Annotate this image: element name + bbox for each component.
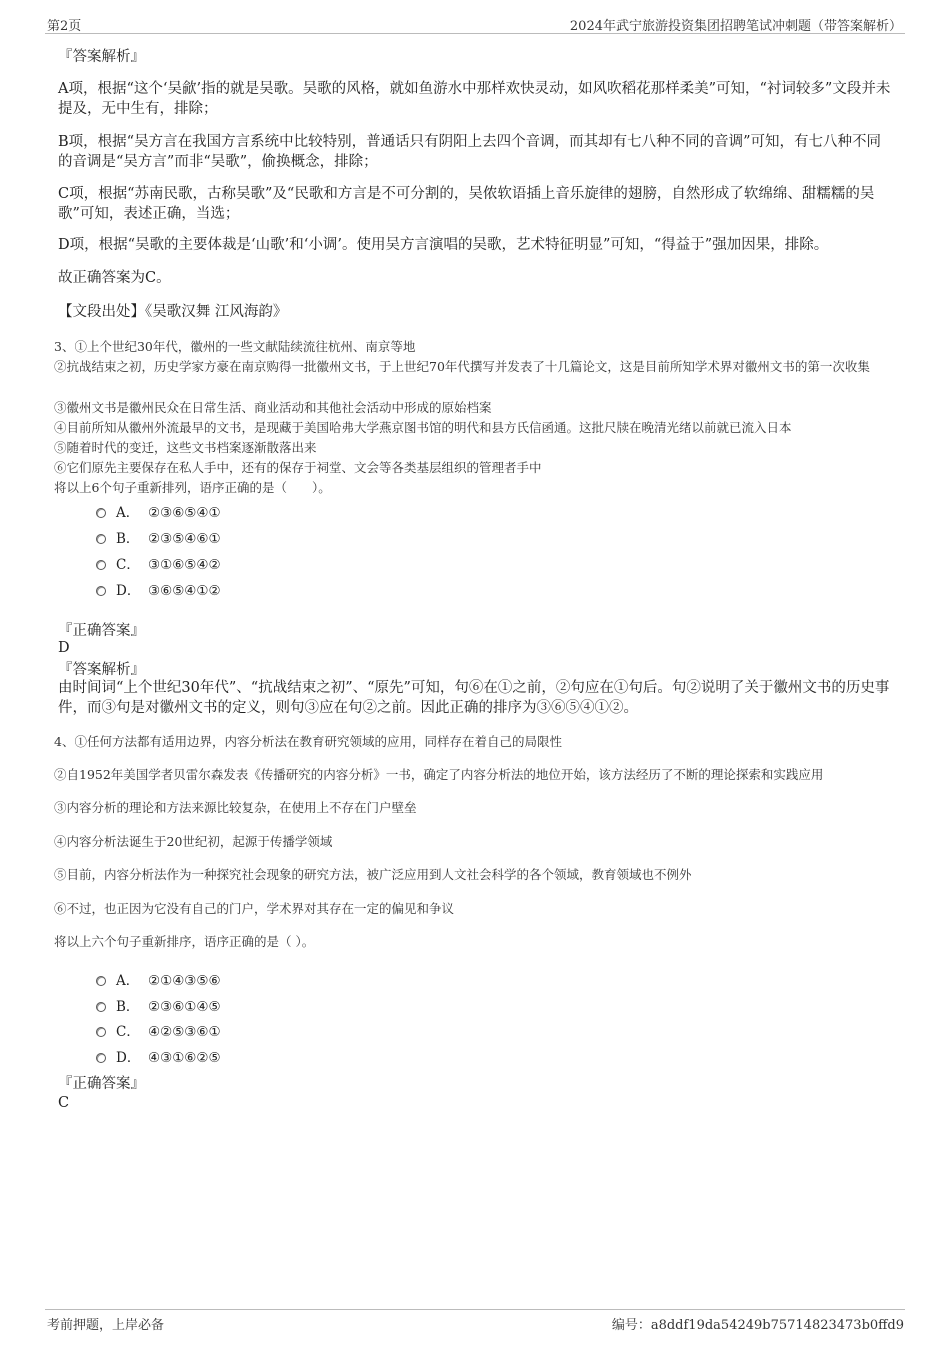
q4-option-b[interactable] — [96, 995, 221, 1015]
q3-sentence-3: ③徽州文书是徽州民众在日常生活、商业活动和其他社会活动中形成的原始档案 — [54, 400, 492, 415]
q3-sentence-1: 3、①上个世纪30年代，徽州的一些文献陆续流往杭州、南京等地 — [54, 339, 416, 354]
radio-button[interactable] — [96, 508, 106, 518]
q3-sentence-4: ④目前所知从徽州外流最早的文书，是现藏于美国哈弗大学燕京图书馆的明代和县方氏信函通。这批尺牍在晚清光绪以前就已流入日本 — [54, 420, 792, 435]
q4-prompt: 将以上六个句子重新排序，语序正确的是（ ）。 — [54, 934, 315, 949]
q3-option-d[interactable] — [96, 579, 221, 599]
analysis-conclusion: 故正确答案为C。 — [58, 270, 171, 286]
analysis-option-b: B项，根据“吴方言在我国方言系统中比较特别，普通话只有阴阳上去四个音调，而其却有七八种不同的音调”可知，有七八种不同的音调是“吴方言”而非“吴歌”，偷换概念，排除； — [58, 134, 881, 170]
option-text: ②①④③⑤⑥ — [148, 973, 221, 989]
document-id: 编号：a8ddf19da54249b75714823473b0ffd9 — [611, 1318, 904, 1333]
radio-button[interactable] — [96, 976, 106, 986]
option-text: ②③⑥①④⑤ — [148, 999, 221, 1015]
header-divider — [45, 33, 905, 34]
analysis-option-a: A项，根据“这个‘吴歈’指的就是吴歌。吴歌的风格，就如鱼游水中那样欢快灵动，如风吹稻花那样柔美”可知，“衬词较多”文段并未提及，无中生有，排除； — [58, 81, 891, 117]
q4-answer: C — [58, 1095, 70, 1111]
q4-sentence-2: ②自1952年美国学者贝雷尔森发表《传播研究的内容分析》一书，确定了内容分析法的地位开始，该方法经历了不断的理论探索和实践应用 — [54, 767, 824, 782]
option-letter: D． — [116, 583, 141, 599]
radio-button[interactable] — [96, 1053, 106, 1063]
option-letter: B． — [116, 531, 140, 547]
option-letter: D． — [116, 1050, 141, 1066]
q3-answer: D — [58, 640, 70, 656]
q3-answer-label: 『正确答案』 — [58, 623, 145, 639]
option-text: ②③⑤④⑥① — [148, 531, 221, 547]
q4-answer-label: 『正确答案』 — [58, 1076, 145, 1092]
q4-sentence-3: ③内容分析的理论和方法来源比较复杂，在使用上不存在门户壁垒 — [54, 800, 417, 815]
analysis-label: 『答案解析』 — [58, 49, 145, 65]
analysis-option-c: C项，根据“苏南民歌，古称吴歌”及“民歌和方言是不可分割的，吴侬软语插上音乐旋律的翅膀，自然形成了软绵绵、甜糯糯的吴歌”可知，表述正确，当选； — [58, 186, 875, 222]
q4-option-c[interactable] — [96, 1020, 221, 1040]
option-text: ②③⑥⑤④① — [148, 505, 221, 521]
option-letter: A． — [116, 505, 140, 521]
radio-button[interactable] — [96, 560, 106, 570]
q4-option-a[interactable] — [96, 969, 221, 989]
q3-analysis-label: 『答案解析』 — [58, 662, 145, 678]
analysis-option-d: D项，根据“吴歌的主要体裁是‘山歌’和‘小调’。使用吴方言演唱的吴歌，艺术特征明显”可知，“得益于”强加因果，排除。 — [58, 237, 829, 253]
q3-sentence-2: ②抗战结束之初，历史学家方豪在南京购得一批徽州文书，于上世纪70年代撰写并发表了十几篇论文，这是目前所知学术界对徽州文书的第一次收集 — [54, 359, 870, 374]
radio-button[interactable] — [96, 1027, 106, 1037]
option-text: ④②⑤③⑥① — [148, 1024, 221, 1040]
q4-sentence-4: ④内容分析法诞生于20世纪初，起源于传播学领域 — [54, 834, 333, 849]
option-letter: C． — [116, 557, 140, 573]
q4-sentence-5: ⑤目前，内容分析法作为一种探究社会现象的研究方法，被广泛应用到人文社会科学的各个领域，教育领域也不例外 — [54, 867, 692, 882]
document-title: 2024年武宁旅游投资集团招聘笔试冲刺题（带答案解析） — [569, 19, 902, 34]
q4-sentence-6: ⑥不过，也正因为它没有自己的门户，学术界对其存在一定的偏见和争议 — [54, 901, 455, 916]
option-text: ③①⑥⑤④② — [148, 557, 221, 573]
q3-analysis-text: 由时间词“上个世纪30年代”、“抗战结束之初”、“原先”可知，句⑥在①之前，②句应在①句后。句②说明了关于徽州文书的历史事件，而③句是对徽州文书的定义，则句③应在句②之前。因此正确的排序为③⑥⑤④①②。 — [58, 680, 890, 716]
source-citation: 【文段出处】《吴歌汉舞 江风海韵》 — [58, 304, 288, 320]
option-text: ③⑥⑤④①② — [148, 583, 221, 599]
q3-option-a[interactable] — [96, 501, 221, 521]
radio-button[interactable] — [96, 586, 106, 596]
q4-option-d[interactable] — [96, 1046, 221, 1066]
q3-option-c[interactable] — [96, 553, 221, 573]
q4-sentence-1: 4、①任何方法都有适用边界，内容分析法在教育研究领域的应用，同样存在着自己的局限性 — [54, 734, 562, 749]
q3-sentence-6: ⑥它们原先主要保存在私人手中，还有的保存于祠堂、文会等各类基层组织的管理者手中 — [54, 460, 542, 475]
radio-button[interactable] — [96, 534, 106, 544]
q3-prompt: 将以上6个句子重新排列，语序正确的是（ ）。 — [54, 480, 331, 495]
q3-sentence-5: ⑤随着时代的变迁，这些文书档案逐渐散落出来 — [54, 440, 317, 455]
q3-option-b[interactable] — [96, 527, 221, 547]
footer-divider — [45, 1309, 905, 1310]
radio-button[interactable] — [96, 1002, 106, 1012]
page-number: 第2页 — [47, 19, 82, 34]
option-text: ④③①⑥②⑤ — [148, 1050, 221, 1066]
option-letter: C． — [116, 1024, 140, 1040]
option-letter: A． — [116, 973, 140, 989]
option-letter: B． — [116, 999, 140, 1015]
footer-slogan: 考前押题，上岸必备 — [47, 1318, 165, 1333]
